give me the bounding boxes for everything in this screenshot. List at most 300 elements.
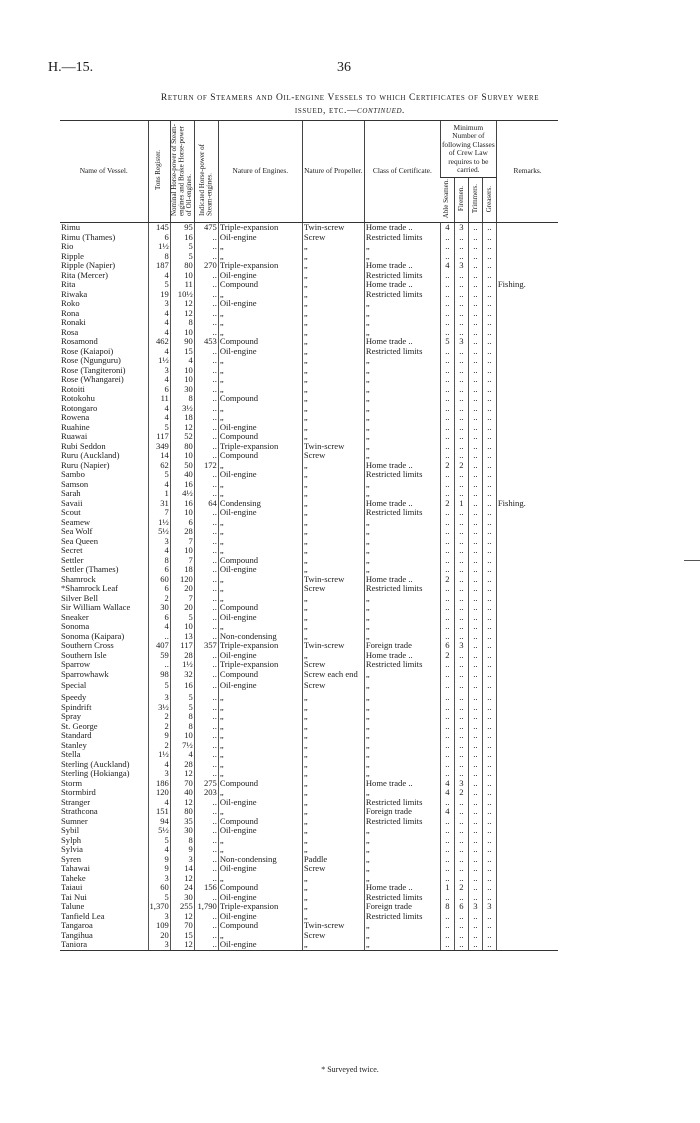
document-reference: H.—15. — [48, 60, 94, 75]
cell-indicated-hp: .. — [194, 347, 218, 357]
cell-greasers: .. — [482, 394, 496, 404]
cell-indicated-hp: .. — [194, 366, 218, 376]
cell-tons: 20 — [148, 931, 170, 941]
cell-able-seamen: .. — [440, 394, 454, 404]
table-row — [60, 461, 558, 471]
cell-nominal-hp: 10 — [170, 366, 194, 376]
table-row — [60, 432, 558, 442]
cell-firemen: .. — [454, 375, 468, 385]
cell-class: „ — [364, 385, 440, 395]
cell-nominal-hp: 40 — [170, 788, 194, 798]
cell-vessel-name: Sambo — [61, 470, 85, 480]
cell-tons: 6 — [148, 584, 170, 594]
table-row — [60, 385, 558, 395]
cell-remarks — [496, 912, 558, 922]
cell-remarks — [496, 404, 558, 414]
cell-engines: „ — [218, 328, 302, 338]
cell-engines: „ — [218, 242, 302, 252]
cell-firemen: .. — [454, 864, 468, 874]
cell-able-seamen: .. — [440, 565, 454, 575]
cell-greasers: .. — [482, 864, 496, 874]
cell-trimmers: .. — [468, 940, 482, 950]
cell-engines: „ — [218, 807, 302, 817]
cell-class: Home trade .. — [364, 223, 440, 233]
cell-vessel-name: Sir William Wallace — [61, 603, 131, 613]
cell-greasers: .. — [482, 546, 496, 556]
cell-class: Home trade .. — [364, 337, 440, 347]
cell-engines: „ — [218, 318, 302, 328]
table-row — [60, 499, 558, 509]
cell-indicated-hp: .. — [194, 480, 218, 490]
cell-vessel-name: Rosa — [61, 327, 79, 337]
cell-indicated-hp: 203 — [194, 788, 218, 798]
cell-class: „ — [364, 375, 440, 385]
cell-vessel-name: Sybil — [61, 826, 80, 836]
cell-remarks — [496, 223, 558, 233]
table-row — [60, 470, 558, 480]
cell-firemen: .. — [454, 242, 468, 252]
cell-remarks — [496, 670, 558, 680]
cell-trimmers: .. — [468, 499, 482, 509]
cell-firemen: .. — [454, 299, 468, 309]
cell-trimmers: .. — [468, 451, 482, 461]
cell-nominal-hp: 255 — [170, 902, 194, 912]
cell-indicated-hp: .. — [194, 750, 218, 760]
cell-nominal-hp: 35 — [170, 817, 194, 827]
cell-vessel-name: Settler — [61, 555, 84, 565]
cell-able-seamen: .. — [440, 233, 454, 243]
cell-greasers: .. — [482, 940, 496, 950]
cell-nominal-hp: 120 — [170, 575, 194, 585]
cell-engines: Oil-engine — [218, 912, 302, 922]
table-row — [60, 883, 558, 893]
cell-nominal-hp: 14 — [170, 864, 194, 874]
cell-remarks — [496, 518, 558, 528]
cell-firemen: .. — [454, 622, 468, 632]
cell-greasers: .. — [482, 788, 496, 798]
cell-engines: Oil-engine — [218, 233, 302, 243]
cell-trimmers: .. — [468, 817, 482, 827]
cell-nominal-hp: 16 — [170, 679, 194, 693]
cell-remarks — [496, 271, 558, 281]
cell-firemen: 6 — [454, 902, 468, 912]
cell-able-seamen: .. — [440, 693, 454, 703]
cell-engines: „ — [218, 722, 302, 732]
cell-class: „ — [364, 845, 440, 855]
cell-remarks — [496, 731, 558, 741]
cell-vessel-name: Spindrift — [61, 702, 92, 712]
cell-nominal-hp: 6 — [170, 518, 194, 528]
table-title — [80, 92, 620, 118]
cell-trimmers: .. — [468, 394, 482, 404]
cell-engines: Non-condensing — [218, 855, 302, 865]
cell-remarks — [496, 826, 558, 836]
cell-trimmers: .. — [468, 788, 482, 798]
cell-greasers: .. — [482, 290, 496, 300]
cell-engines: Oil-engine — [218, 826, 302, 836]
table-row — [60, 660, 558, 670]
cell-propeller: „ — [302, 261, 364, 271]
cell-class: Restricted limits — [364, 233, 440, 243]
cell-propeller: „ — [302, 693, 364, 703]
cell-remarks — [496, 940, 558, 950]
cell-tons: 5 — [148, 423, 170, 433]
cell-able-seamen: .. — [440, 750, 454, 760]
cell-remarks — [496, 855, 558, 865]
cell-vessel-name: Storm — [61, 778, 83, 788]
cell-tons: 3 — [148, 537, 170, 547]
table-row — [60, 261, 558, 271]
cell-vessel-name: Sonoma — [61, 622, 90, 632]
cell-tons: 8 — [148, 556, 170, 566]
cell-able-seamen: .. — [440, 613, 454, 623]
cell-trimmers: .. — [468, 508, 482, 518]
cell-nominal-hp: 90 — [170, 337, 194, 347]
cell-engines: Compound — [218, 451, 302, 461]
cell-indicated-hp: .. — [194, 356, 218, 366]
cell-vessel-name: Ripple (Napier) — [61, 261, 116, 271]
cell-indicated-hp: .. — [194, 470, 218, 480]
cell-greasers: .. — [482, 489, 496, 499]
cell-class: „ — [364, 366, 440, 376]
cell-remarks — [496, 741, 558, 751]
table-row — [60, 366, 558, 376]
cell-firemen: .. — [454, 423, 468, 433]
cell-indicated-hp: .. — [194, 309, 218, 319]
cell-indicated-hp: .. — [194, 798, 218, 808]
cell-propeller: „ — [302, 722, 364, 732]
cell-firemen: .. — [454, 798, 468, 808]
cell-remarks — [496, 451, 558, 461]
cell-firemen: .. — [454, 931, 468, 941]
cell-nominal-hp: 10 — [170, 546, 194, 556]
cell-nominal-hp: 1½ — [170, 660, 194, 670]
cell-propeller: „ — [302, 807, 364, 817]
table-row — [60, 651, 558, 661]
cell-indicated-hp: .. — [194, 632, 218, 642]
cell-propeller: Screw — [302, 931, 364, 941]
cell-indicated-hp: .. — [194, 693, 218, 703]
cell-tons: 9 — [148, 731, 170, 741]
cell-propeller: „ — [302, 556, 364, 566]
cell-firemen: .. — [454, 442, 468, 452]
cell-indicated-hp: .. — [194, 328, 218, 338]
cell-indicated-hp: .. — [194, 489, 218, 499]
cell-remarks — [496, 442, 558, 452]
cell-greasers: .. — [482, 807, 496, 817]
cell-propeller: „ — [302, 651, 364, 661]
cell-propeller: „ — [302, 280, 364, 290]
cell-remarks — [496, 527, 558, 537]
cell-able-seamen: .. — [440, 712, 454, 722]
cell-engines: „ — [218, 703, 302, 713]
cell-class: Home trade .. — [364, 651, 440, 661]
cell-able-seamen: .. — [440, 489, 454, 499]
cell-trimmers: .. — [468, 299, 482, 309]
cell-tons: 187 — [148, 261, 170, 271]
cell-remarks — [496, 760, 558, 770]
cell-firemen: .. — [454, 874, 468, 884]
table-row — [60, 423, 558, 433]
cell-firemen: .. — [454, 769, 468, 779]
cell-vessel-name: Rita — [61, 280, 76, 290]
cell-trimmers: .. — [468, 442, 482, 452]
cell-greasers: .. — [482, 242, 496, 252]
cell-vessel-name: Taheke — [61, 873, 86, 883]
cell-remarks — [496, 836, 558, 846]
cell-greasers: .. — [482, 651, 496, 661]
cell-propeller: „ — [302, 565, 364, 575]
table-row — [60, 750, 558, 760]
cell-vessel-name: Speedy — [61, 693, 87, 703]
cell-greasers: .. — [482, 261, 496, 271]
cell-class: „ — [364, 299, 440, 309]
cell-able-seamen: .. — [440, 518, 454, 528]
cell-engines: „ — [218, 874, 302, 884]
table-row — [60, 940, 558, 950]
cell-trimmers: .. — [468, 855, 482, 865]
cell-nominal-hp: 20 — [170, 584, 194, 594]
cell-greasers: .. — [482, 731, 496, 741]
cell-engines: „ — [218, 527, 302, 537]
cell-trimmers: .. — [468, 741, 482, 751]
cell-vessel-name: Sonoma (Kaipara) — [61, 631, 125, 641]
cell-propeller: „ — [302, 527, 364, 537]
col-header-class: Class of Certificate. — [364, 121, 440, 223]
cell-propeller: „ — [302, 309, 364, 319]
cell-class: Restricted limits — [364, 893, 440, 903]
cell-firemen: .. — [454, 845, 468, 855]
cell-trimmers: .. — [468, 864, 482, 874]
cell-indicated-hp: .. — [194, 242, 218, 252]
cell-remarks — [496, 508, 558, 518]
cell-able-seamen: .. — [440, 622, 454, 632]
cell-vessel-name: Southern Cross — [61, 641, 114, 651]
cell-class: „ — [364, 855, 440, 865]
cell-vessel-name: Tangaroa — [61, 921, 93, 931]
cell-able-seamen: .. — [440, 299, 454, 309]
cell-firemen: .. — [454, 760, 468, 770]
cell-tons: 3 — [148, 874, 170, 884]
cell-remarks — [496, 356, 558, 366]
cell-able-seamen: 4 — [440, 779, 454, 789]
page-number: 36 — [337, 60, 351, 75]
cell-propeller: „ — [302, 366, 364, 376]
cell-propeller: „ — [302, 318, 364, 328]
cell-greasers: .. — [482, 556, 496, 566]
cell-trimmers: .. — [468, 375, 482, 385]
cell-class: „ — [364, 632, 440, 642]
cell-indicated-hp: .. — [194, 442, 218, 452]
cell-engines: „ — [218, 546, 302, 556]
cell-firemen: .. — [454, 722, 468, 732]
cell-firemen: .. — [454, 318, 468, 328]
cell-greasers: .. — [482, 233, 496, 243]
cell-indicated-hp: .. — [194, 679, 218, 693]
cell-tons: 4 — [148, 760, 170, 770]
cell-remarks — [496, 632, 558, 642]
cell-indicated-hp: .. — [194, 613, 218, 623]
cell-trimmers: .. — [468, 318, 482, 328]
cell-greasers: .. — [482, 337, 496, 347]
cell-remarks — [496, 788, 558, 798]
cell-engines: „ — [218, 750, 302, 760]
cell-trimmers: .. — [468, 280, 482, 290]
cell-greasers: .. — [482, 632, 496, 642]
cell-trimmers: .. — [468, 883, 482, 893]
cell-nominal-hp: 8 — [170, 318, 194, 328]
cell-nominal-hp: 12 — [170, 940, 194, 950]
cell-vessel-name: Sterling (Auckland) — [61, 759, 130, 769]
cell-indicated-hp: .. — [194, 252, 218, 262]
cell-able-seamen: .. — [440, 508, 454, 518]
cell-firemen: 3 — [454, 641, 468, 651]
cell-able-seamen: .. — [440, 864, 454, 874]
cell-trimmers: .. — [468, 366, 482, 376]
cell-tons: 1½ — [148, 518, 170, 528]
cell-able-seamen: .. — [440, 826, 454, 836]
cell-greasers: .. — [482, 223, 496, 233]
cell-class: „ — [364, 242, 440, 252]
table-body — [60, 223, 558, 951]
cell-greasers: .. — [482, 855, 496, 865]
cell-remarks — [496, 798, 558, 808]
cell-remarks — [496, 299, 558, 309]
cell-indicated-hp: 453 — [194, 337, 218, 347]
cell-class: Home trade .. — [364, 779, 440, 789]
cell-nominal-hp: 80 — [170, 442, 194, 452]
cell-vessel-name: Shamrock — [61, 574, 96, 584]
cell-able-seamen: .. — [440, 271, 454, 281]
cell-engines: Compound — [218, 779, 302, 789]
cell-remarks — [496, 461, 558, 471]
table-row — [60, 902, 558, 912]
cell-indicated-hp: 275 — [194, 779, 218, 789]
cell-engines: „ — [218, 537, 302, 547]
cell-greasers: .. — [482, 679, 496, 693]
cell-able-seamen: .. — [440, 670, 454, 680]
cell-nominal-hp: 10½ — [170, 290, 194, 300]
cell-able-seamen: 4 — [440, 807, 454, 817]
cell-propeller: „ — [302, 613, 364, 623]
cell-indicated-hp: .. — [194, 603, 218, 613]
table-row — [60, 508, 558, 518]
cell-remarks — [496, 693, 558, 703]
cell-firemen: .. — [454, 480, 468, 490]
table-row — [60, 537, 558, 547]
cell-class: „ — [364, 940, 440, 950]
cell-able-seamen: .. — [440, 855, 454, 865]
cell-indicated-hp: .. — [194, 299, 218, 309]
cell-trimmers: .. — [468, 769, 482, 779]
cell-indicated-hp: .. — [194, 722, 218, 732]
cell-indicated-hp: .. — [194, 874, 218, 884]
cell-remarks — [496, 750, 558, 760]
cell-trimmers: .. — [468, 385, 482, 395]
cell-able-seamen: .. — [440, 309, 454, 319]
cell-firemen: .. — [454, 632, 468, 642]
cell-vessel-name: Sneaker — [61, 612, 89, 622]
cell-able-seamen: .. — [440, 242, 454, 252]
cell-greasers: .. — [482, 817, 496, 827]
cell-class: „ — [364, 679, 440, 693]
cell-class: Restricted limits — [364, 660, 440, 670]
cell-engines: Compound — [218, 432, 302, 442]
cell-nominal-hp: 5 — [170, 613, 194, 623]
cell-able-seamen: .. — [440, 527, 454, 537]
cell-firemen: .. — [454, 693, 468, 703]
cell-remarks — [496, 845, 558, 855]
cell-propeller: „ — [302, 546, 364, 556]
cell-engines: Oil-engine — [218, 271, 302, 281]
cell-class: Foreign trade — [364, 902, 440, 912]
table-row — [60, 921, 558, 931]
cell-remarks — [496, 432, 558, 442]
cell-propeller: „ — [302, 375, 364, 385]
table-row — [60, 347, 558, 357]
cell-propeller: „ — [302, 489, 364, 499]
cell-greasers: .. — [482, 299, 496, 309]
cell-greasers: .. — [482, 931, 496, 941]
cell-able-seamen: 1 — [440, 883, 454, 893]
cell-remarks — [496, 622, 558, 632]
col-header-propeller: Nature of Propeller. — [302, 121, 364, 223]
cell-firemen: .. — [454, 233, 468, 243]
cell-engines: Compound — [218, 603, 302, 613]
cell-propeller: Screw — [302, 660, 364, 670]
cell-engines: Compound — [218, 280, 302, 290]
cell-remarks — [496, 413, 558, 423]
cell-indicated-hp: .. — [194, 712, 218, 722]
cell-firemen: .. — [454, 651, 468, 661]
cell-greasers: .. — [482, 741, 496, 751]
cell-trimmers: .. — [468, 404, 482, 414]
col-header-crew: Minimum Number of following Classes of Crew Law requires to be carried. — [440, 121, 496, 178]
cell-propeller: „ — [302, 394, 364, 404]
cell-class: Home trade .. — [364, 461, 440, 471]
cell-vessel-name: Ronaki — [61, 318, 86, 328]
cell-engines: Oil-engine — [218, 940, 302, 950]
cell-propeller: „ — [302, 788, 364, 798]
cell-engines: „ — [218, 356, 302, 366]
cell-propeller: „ — [302, 404, 364, 414]
cell-indicated-hp: .. — [194, 594, 218, 604]
cell-engines: „ — [218, 518, 302, 528]
cell-able-seamen: .. — [440, 290, 454, 300]
cell-vessel-name: Rubi Seddon — [61, 441, 106, 451]
cell-nominal-hp: 4½ — [170, 489, 194, 499]
cell-propeller: „ — [302, 912, 364, 922]
cell-trimmers: .. — [468, 760, 482, 770]
cell-nominal-hp: 12 — [170, 874, 194, 884]
cell-firemen: .. — [454, 508, 468, 518]
cell-able-seamen: .. — [440, 845, 454, 855]
cell-tons: 9 — [148, 855, 170, 865]
cell-greasers: .. — [482, 722, 496, 732]
cell-class: „ — [364, 864, 440, 874]
cell-tons: 59 — [148, 651, 170, 661]
cell-firemen: .. — [454, 679, 468, 693]
cell-firemen: .. — [454, 385, 468, 395]
cell-tons: 1½ — [148, 750, 170, 760]
cell-able-seamen: .. — [440, 451, 454, 461]
cell-class: „ — [364, 613, 440, 623]
cell-propeller: „ — [302, 499, 364, 509]
cell-propeller: „ — [302, 902, 364, 912]
cell-vessel-name: St. George — [61, 721, 98, 731]
cell-firemen: .. — [454, 660, 468, 670]
cell-engines: Compound — [218, 921, 302, 931]
